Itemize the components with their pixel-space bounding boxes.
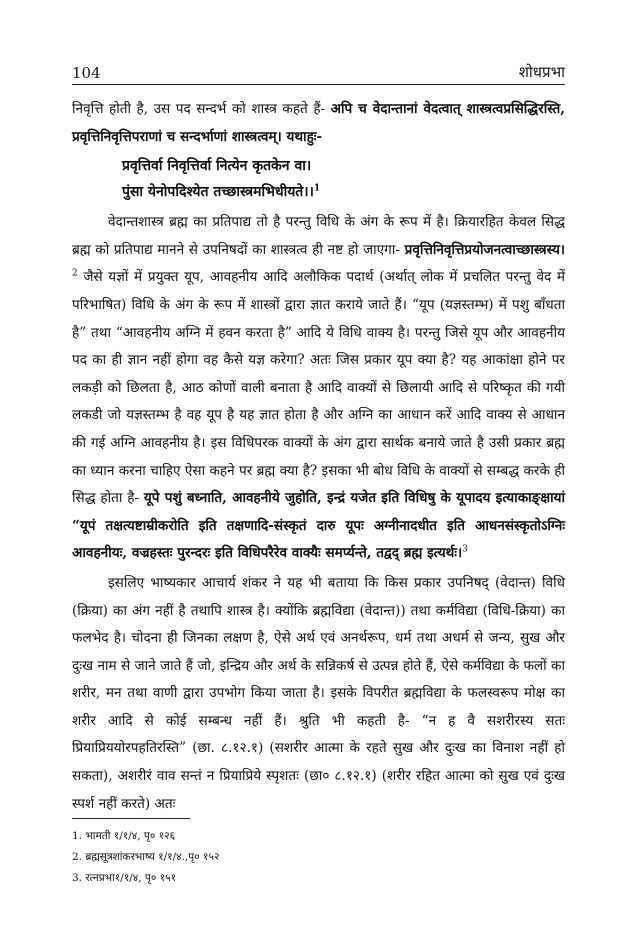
paragraph-2 (72, 209, 565, 568)
running-header (72, 58, 565, 85)
paragraph-2-quote-b: यूपे पशुं बध्नाति, आवहनीये जुहोति, इन्द्रं यजेत इति विधिषु के यूपादय इत्याकाङ्क्षायां “यूपं तक्षत्यष्टाम्रीकरोति इति तक्षणादि-संस्कृतं दारु यूपः अग्नीनादधीत इति आधनसंस्कृतोऽग्निः आवहनीयः, वज्रहस्तः पुरन्दरः इति विधिपरैरेव वाक्यैः समर्प्यन्ते, तद्वद् ब्रह्म इत्यर्थः। (72, 490, 565, 562)
paragraph-1 (72, 96, 565, 151)
footnote-ref-3[interactable]: 3 (462, 544, 468, 555)
verse-block (72, 153, 565, 205)
paragraph-1-text: निवृत्ति होती है, उस पद सन्दर्भ को शास्त्र कहते हैं- (72, 101, 331, 117)
paragraph-2-text-a: वेदान्तशास्त्र ब्रह्म का प्रतिपाद्य तो है परन्तु विधि के अंग के रूप में है। क्रियारहित केवल सिद्ध ब्रह्म को प्रतिपाद्य मानने से उपनिषदों का शास्त्रत्व ही नष्ट हो जाएगा- (72, 214, 565, 258)
verse-line-2 (72, 179, 565, 205)
paragraph-2-quote-a: प्रवृत्तिनिवृत्तिप्रयोजनत्वाच्छास्त्रस्य। (404, 241, 565, 258)
footnote-3: 3. रत्नप्रभा१/१/४, पृ० १५१ (72, 872, 177, 884)
footnote-ref-1[interactable]: 1 (313, 183, 321, 194)
paragraph-3-text: इसलिए भाष्यकार आचार्य शंकर ने यह भी बताया कि किस प्रकार उपनिषद् (वेदान्त) विधि (क्रिया) का अंग नहीं है तथापि शास्त्र है। क्योंकि ब्रह्मविद्या (वेदान्त)) तथा कर्मविद्या (विधि-क्रिया) का फलभेद है। चोदना ही जिनका लक्षण है, ऐसे अर्थ एवं अनर्थरूप, धर्म तथा अधर्म से जन्य, सुख और दुःख नाम से जाने जाते हैं जो, इन्द्रिय और अर्थ के सन्निकर्ष से उत्पन्न होते हैं, ऐसे कर्मविद्या के फलों का शरीर, मन तथा वाणी द्वारा उपभोग किया जाता है। इसके विपरीत ब्रह्मविद्या के फलस्वरूप मोक्ष का शरीर आदि से कोई सम्बन्ध नहीं हैं। श्रुति भी कहती है- “न ह वै सशरीरस्य सतः प्रियाप्रिययोरपहतिरस्ति” (छा. ८.१२.१) (सशरीर आत्मा के रहते सुख और दुःख का विनाश नहीं हो सकता), अशरीरं वाव सन्तं न प्रियाप्रिये स्पृशतः (छा० ८.१२.१) (शरीर रहित आत्मा को सुख एवं दुःख स्पर्श नहीं करते) अतः (72, 574, 565, 812)
verse-line-1: प्रवृत्तिर्वा निवृत्तिर्वा नित्येन कृतकेन वा। (122, 158, 312, 175)
paragraph-1-quote: अपि च वेदान्तानां वेदत्वात् शास्त्रत्वप्रसिद्धिरस्ति, प्रवृत्तिनिवृत्तिपराणां च सन्दर्भाणां शास्त्रत्वम्। यथाहुः- (72, 101, 565, 145)
page-number: 104 (72, 64, 101, 82)
paragraph-3 (72, 570, 565, 818)
journal-name: शोधप्रभा (518, 63, 565, 81)
footnote-ref-2[interactable]: 2 (72, 268, 78, 279)
footnotes (72, 826, 565, 889)
verse-line-2-text: पुंसा येनोपदिश्येत तच्छास्त्रमभिधीयते।। (122, 184, 314, 201)
paragraph-2-text-b: जैसे यज्ञों में प्रयुक्त यूप, आवहनीय आदि अलौकिक पदार्थ (अर्थात् लोक में प्रचलित परन्तु वेद में परिभाषित) विधि के अंग के रूप में शास्त्रों द्वारा ज्ञात कराये जाते हैं। “यूप (यज्ञस्तम्भ) में पशु बाँधता है” तथा “आवहनीय अग्नि में हवन करता है” आदि ये विधि वाक्य है। परन्तु जिसे यूप और आवहनीय पद का ही ज्ञान नहीं होगा वह कैसे यज्ञ करेगा? अतः जिस प्रकार यूप क्या है? यह आकांक्षा होने पर लकड़ी को छिलता है, आठ कोणों वाली बनाता है आदि वाक्यों से छिलायी आदि से परिष्कृत की गयी लकडी जो यज्ञस्तम्भ है वह यूप है यह ज्ञात होता है और अग्नि का आधान करें आदि वाक्य से आधान की गई अग्नि आवहनीय है। इस विधिपरक वाक्यों के अंग द्वारा सार्थक बनाये जाते है उसी प्रकार ब्रह्म का ध्यान करना चाहिए ऐसा कहने पर ब्रह्म क्या है? इसका भी बोध विधि के वाक्यों से सम्बद्ध करके ही सिद्ध होता है- (72, 269, 565, 507)
footnote-2: 2. ब्रह्मसूत्रशांकरभाष्य १/१/४.,पृ० १५२ (72, 851, 220, 863)
body-text (72, 96, 565, 818)
footnote-divider (72, 818, 190, 819)
footnote-1: 1. भामती १/१/४, पृ० १२६ (72, 830, 176, 842)
